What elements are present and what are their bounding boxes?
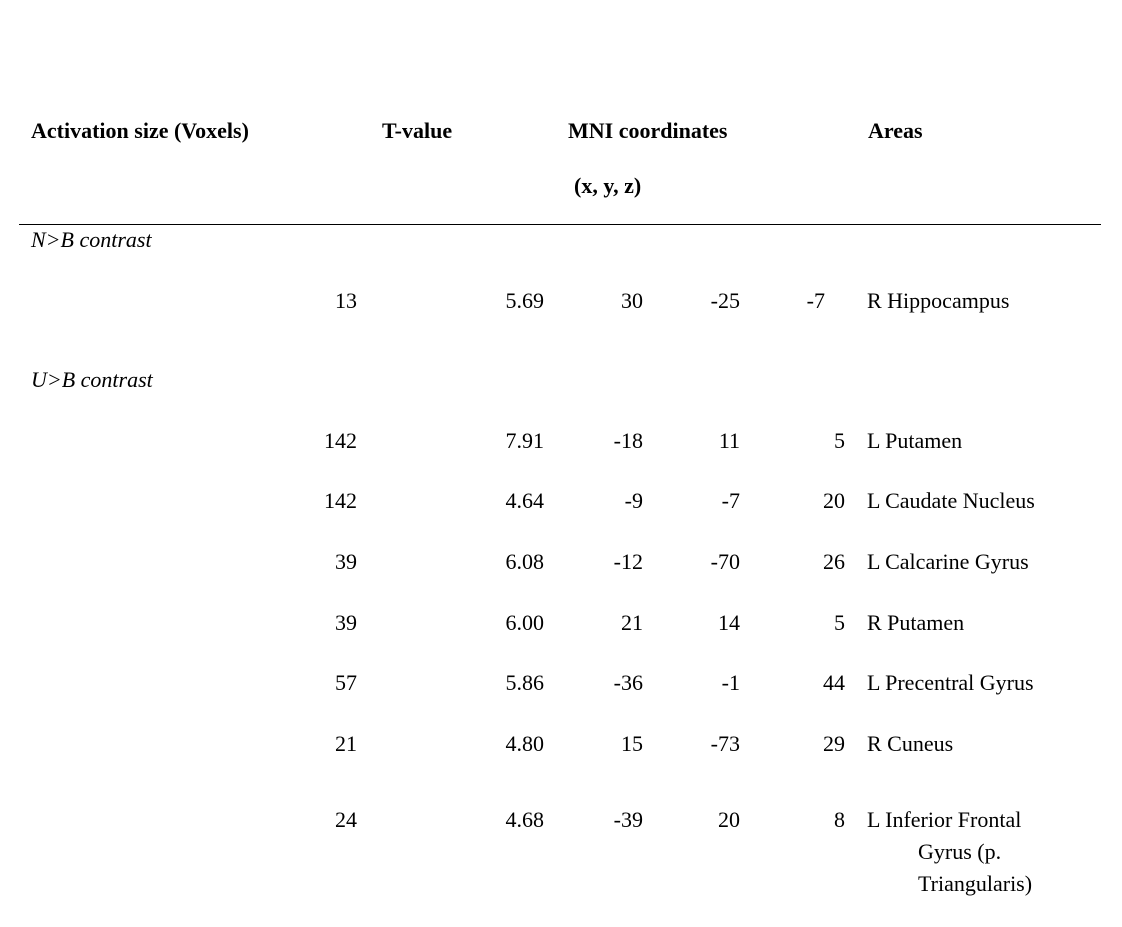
header-activation-size: Activation size (Voxels) xyxy=(31,118,249,143)
voxels-cell: 13 xyxy=(335,288,357,313)
table-row xyxy=(0,546,1122,576)
mni-x-cell: 30 xyxy=(621,288,643,313)
area-cell: L Caudate Nucleus xyxy=(867,488,1035,513)
mni-y-cell: -1 xyxy=(721,670,740,695)
t-value-cell: 5.69 xyxy=(505,288,544,313)
header-mni-coordinates: MNI coordinates xyxy=(568,118,728,143)
t-value-cell: 7.91 xyxy=(505,428,544,453)
area-cell: L Precentral Gyrus xyxy=(867,670,1034,695)
table-row xyxy=(0,607,1122,637)
mni-x-cell: -18 xyxy=(613,428,643,453)
mni-z-cell: 5 xyxy=(834,610,845,635)
t-value-cell: 4.68 xyxy=(505,807,544,832)
area-cell: L Inferior Frontal Gyrus (p. Triangularis) xyxy=(867,807,1033,896)
t-value-cell: 5.86 xyxy=(505,670,544,695)
voxels-cell: 24 xyxy=(335,807,357,832)
mni-x-cell: -12 xyxy=(613,549,643,574)
table-row xyxy=(0,728,1122,758)
t-value-cell: 6.08 xyxy=(505,549,544,574)
area-cell: R Hippocampus xyxy=(867,288,1010,313)
area-cell: L Calcarine Gyrus xyxy=(867,549,1029,574)
voxels-cell: 39 xyxy=(335,549,357,574)
header-t-value: T-value xyxy=(382,118,453,143)
mni-z-cell: 44 xyxy=(823,670,845,695)
voxels-cell: 39 xyxy=(335,610,357,635)
table-row xyxy=(0,667,1122,697)
mni-x-cell: 15 xyxy=(621,731,643,756)
section-label-nb: N>B contrast xyxy=(31,227,152,252)
mni-x-cell: 21 xyxy=(621,610,643,635)
mni-z-cell: 8 xyxy=(834,807,845,832)
mni-y-cell: -73 xyxy=(710,731,740,756)
mni-z-cell: 29 xyxy=(823,731,845,756)
header-rule xyxy=(19,224,1101,225)
area-cell: R Putamen xyxy=(867,610,965,635)
mni-x-cell: -9 xyxy=(624,488,643,513)
voxels-cell: 57 xyxy=(335,670,357,695)
mni-z-cell: 20 xyxy=(823,488,845,513)
table-row xyxy=(0,425,1122,455)
mni-y-cell: -25 xyxy=(710,288,740,313)
area-cell: L Putamen xyxy=(867,428,963,453)
mni-z-cell: -7 xyxy=(806,288,825,313)
mni-y-cell: -70 xyxy=(710,549,740,574)
mni-y-cell: -7 xyxy=(721,488,740,513)
header-areas: Areas xyxy=(868,118,923,143)
voxels-cell: 142 xyxy=(324,428,357,453)
mni-x-cell: -39 xyxy=(613,807,643,832)
mni-z-cell: 26 xyxy=(823,549,845,574)
mni-y-cell: 14 xyxy=(718,610,740,635)
t-value-cell: 4.80 xyxy=(505,731,544,756)
section-label-ub: U>B contrast xyxy=(31,367,153,392)
mni-x-cell: -36 xyxy=(613,670,643,695)
header-mni-xyz: (x, y, z) xyxy=(574,173,642,198)
voxels-cell: 21 xyxy=(335,731,357,756)
table-row xyxy=(0,804,1122,896)
table-row xyxy=(0,485,1122,515)
t-value-cell: 4.64 xyxy=(505,488,544,513)
voxels-cell: 142 xyxy=(324,488,357,513)
t-value-cell: 6.00 xyxy=(505,610,544,635)
mni-y-cell: 11 xyxy=(718,428,740,453)
mni-z-cell: 5 xyxy=(834,428,845,453)
mni-y-cell: 20 xyxy=(718,807,740,832)
table-row xyxy=(0,285,1122,315)
area-cell: R Cuneus xyxy=(867,731,954,756)
